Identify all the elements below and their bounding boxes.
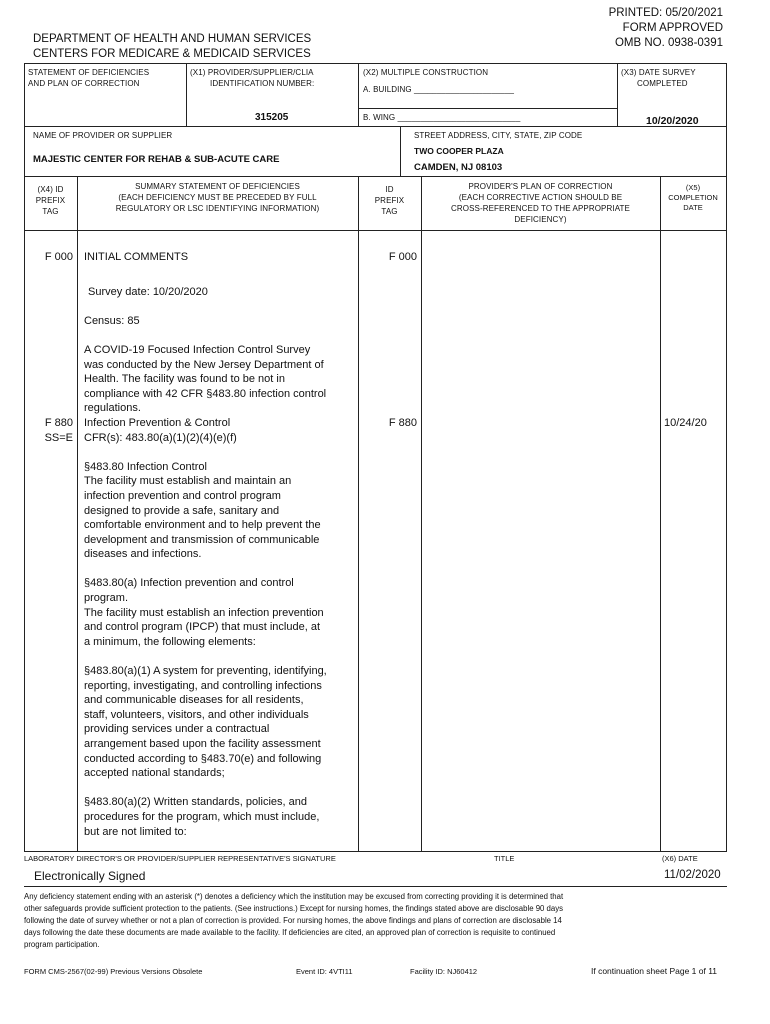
survey-completed-date: 10/20/2020 bbox=[646, 115, 699, 127]
rule-x1-left bbox=[186, 63, 187, 126]
col-header-x4-line2: PREFIX bbox=[35, 196, 66, 205]
rule-x2-left bbox=[358, 63, 359, 126]
completion-date-f880: 10/24/20 bbox=[664, 417, 707, 429]
building-label: A. BUILDING ______________________ bbox=[363, 85, 515, 94]
rule-address-left bbox=[400, 126, 401, 176]
regulation-483-80a1-text: §483.80(a)(1) A system for preventing, identifying, reporting, investigating, and controlling infections and communicable diseases for all residents, staff, volunteers, visitors, and other individuals providing services under a contractual arrangement based upon the facility assessment conducted according to §483.70(e) and following accepted national standards; bbox=[84, 665, 327, 780]
frame-left bbox=[24, 63, 25, 851]
signature-date-label: (X6) DATE bbox=[662, 854, 698, 863]
provider-name: MAJESTIC CENTER FOR REHAB & SUB-ACUTE CARE bbox=[33, 154, 280, 165]
agency-name: CENTERS FOR MEDICARE & MEDICAID SERVICES bbox=[33, 48, 311, 60]
col-header-id-line2: PREFIX bbox=[374, 196, 405, 205]
provider-number: 315205 bbox=[255, 112, 289, 123]
form-number: FORM CMS-2567(02-99) Previous Versions Obsolete bbox=[24, 967, 203, 976]
x1-label bbox=[190, 67, 355, 89]
tag-f880: F 880 bbox=[44, 417, 73, 429]
form-approved: FORM APPROVED bbox=[622, 22, 723, 34]
x3-label bbox=[621, 67, 725, 89]
x3-label-line1: (X3) DATE SURVEY bbox=[621, 68, 696, 77]
col-header-summary-line1: SUMMARY STATEMENT OF DEFICIENCIES bbox=[135, 182, 300, 191]
col-header-x5 bbox=[660, 183, 726, 213]
department-name: DEPARTMENT OF HEALTH AND HUMAN SERVICES bbox=[33, 33, 312, 45]
col-header-plan-line4: DEFICIENCY) bbox=[514, 215, 567, 224]
rule-provider bbox=[24, 176, 727, 177]
col-header-summary-line3: REGULATORY OR LSC IDENTIFYING INFORMATION) bbox=[115, 204, 320, 213]
rule-disclaimer bbox=[24, 886, 727, 887]
x3-label-line2: COMPLETED bbox=[637, 79, 688, 88]
statement-label-line2: AND PLAN OF CORRECTION bbox=[28, 79, 140, 88]
survey-date-text: Survey date: 10/20/2020 bbox=[88, 285, 208, 298]
census-text: Census: 85 bbox=[84, 314, 140, 327]
col-header-plan bbox=[421, 181, 660, 225]
street-address: TWO COOPER PLAZA bbox=[414, 146, 504, 156]
event-id: Event ID: 4VTI11 bbox=[296, 967, 353, 976]
signature-value: Electronically Signed bbox=[34, 869, 146, 883]
address-label: STREET ADDRESS, CITY, STATE, ZIP CODE bbox=[414, 131, 583, 140]
wing-label: B. WING ___________________________ bbox=[363, 113, 521, 122]
scope-severity-f880: SS=E bbox=[44, 432, 73, 444]
id-tag-f880: F 880 bbox=[388, 417, 417, 429]
id-tag-f000: F 000 bbox=[388, 251, 417, 263]
signature-date: 11/02/2020 bbox=[664, 869, 721, 881]
rule-col-summary bbox=[358, 176, 359, 851]
facility-id: Facility ID: NJ60412 bbox=[410, 967, 478, 976]
omb-number: OMB NO. 0938-0391 bbox=[614, 37, 723, 49]
rule-x3-left bbox=[617, 63, 618, 126]
col-header-x4 bbox=[24, 184, 77, 217]
col-header-id bbox=[358, 184, 421, 217]
col-header-summary-line2: (EACH DEFICIENCY MUST BE PRECEDED BY FULL bbox=[118, 193, 317, 202]
rule-col-id bbox=[421, 176, 422, 851]
frame-right bbox=[726, 63, 727, 851]
provider-name-label: NAME OF PROVIDER OR SUPPLIER bbox=[33, 131, 173, 140]
col-header-id-line1: ID bbox=[385, 185, 394, 194]
col-header-x5-line3: DATE bbox=[683, 203, 703, 212]
regulation-483-80a2-text: §483.80(a)(2) Written standards, policies, and procedures for the program, which must include, but are not limited to: bbox=[84, 796, 320, 838]
survey-finding-text: A COVID-19 Focused Infection Control Survey was conducted by the New Jersey Department of Health. The facility was found to be not in compliance with 42 CFR §483.80 infection control regulations. Infection Prevention & Control CFR(s): 483.80(a)(1)(2)(4)(e)(f) bbox=[84, 343, 327, 444]
rule-columns bbox=[24, 230, 727, 231]
x2-label: (X2) MULTIPLE CONSTRUCTION bbox=[363, 68, 489, 77]
statement-label bbox=[28, 67, 149, 89]
regulation-483-80-text: §483.80 Infection Control The facility must establish and maintain an infection prevention and control program designed to provide a safe, sanitary and comfortable environment and to help prevent the development and transmission of communicable diseases and infections. bbox=[84, 460, 321, 561]
rule-col-tag bbox=[77, 176, 78, 851]
tag-f000: F 000 bbox=[44, 251, 73, 263]
col-header-plan-line1: PROVIDER'S PLAN OF CORRECTION bbox=[468, 182, 613, 191]
rule-building-wing bbox=[358, 108, 617, 109]
disclaimer-text: Any deficiency statement ending with an asterisk (*) denotes a deficiency which the institution may be excused from correcting providing it is determined that other safeguards provide sufficient protection to the patients. (See instructions.) Except for nursing homes, the findings stated above are disclosable 90 days following the date of survey whether or not a plan of correction is provided. For nursing homes, the above findings and plans of correction are disclosable 14 days following the date these documents are made available to the facility. If deficiencies are cited, an approved plan of correction is requisite to continued program participation. bbox=[24, 892, 564, 949]
rule-top bbox=[24, 63, 727, 64]
rule-col-plan bbox=[660, 176, 661, 851]
col-header-x4-line1: (X4) ID bbox=[37, 185, 64, 194]
statement-label-line1: STATEMENT OF DEFICIENCIES bbox=[28, 68, 150, 77]
initial-comments-heading: INITIAL COMMENTS bbox=[84, 251, 189, 263]
printed-date: PRINTED: 05/20/2021 bbox=[608, 7, 723, 19]
col-header-summary bbox=[77, 181, 358, 214]
x1-label-line1: (X1) PROVIDER/SUPPLIER/CLIA bbox=[190, 68, 314, 77]
x1-label-line2: IDENTIFICATION NUMBER: bbox=[210, 79, 315, 88]
city-state-zip: CAMDEN, NJ 08103 bbox=[414, 162, 503, 173]
col-header-plan-line3: CROSS-REFERENCED TO THE APPROPRIATE bbox=[451, 204, 630, 213]
page-number: If continuation sheet Page 1 of 11 bbox=[591, 966, 718, 976]
col-header-x4-line3: TAG bbox=[42, 207, 59, 216]
regulation-483-80a-text: §483.80(a) Infection prevention and control program. The facility must establish an infection prevention and control program (IPCP) that must include, at a minimum, the following elements: bbox=[84, 577, 324, 648]
col-header-x5-line2: COMPLETION bbox=[668, 193, 718, 202]
summary-statement bbox=[84, 250, 354, 854]
title-label: TITLE bbox=[494, 854, 515, 863]
col-header-plan-line2: (EACH CORRECTIVE ACTION SHOULD BE bbox=[458, 193, 623, 202]
rule-id-box bbox=[24, 126, 727, 127]
signature-label: LABORATORY DIRECTOR'S OR PROVIDER/SUPPLIER REPRESENTATIVE'S SIGNATURE bbox=[24, 854, 336, 863]
col-header-id-line3: TAG bbox=[381, 207, 398, 216]
col-header-x5-line1: (X5) bbox=[685, 183, 701, 192]
